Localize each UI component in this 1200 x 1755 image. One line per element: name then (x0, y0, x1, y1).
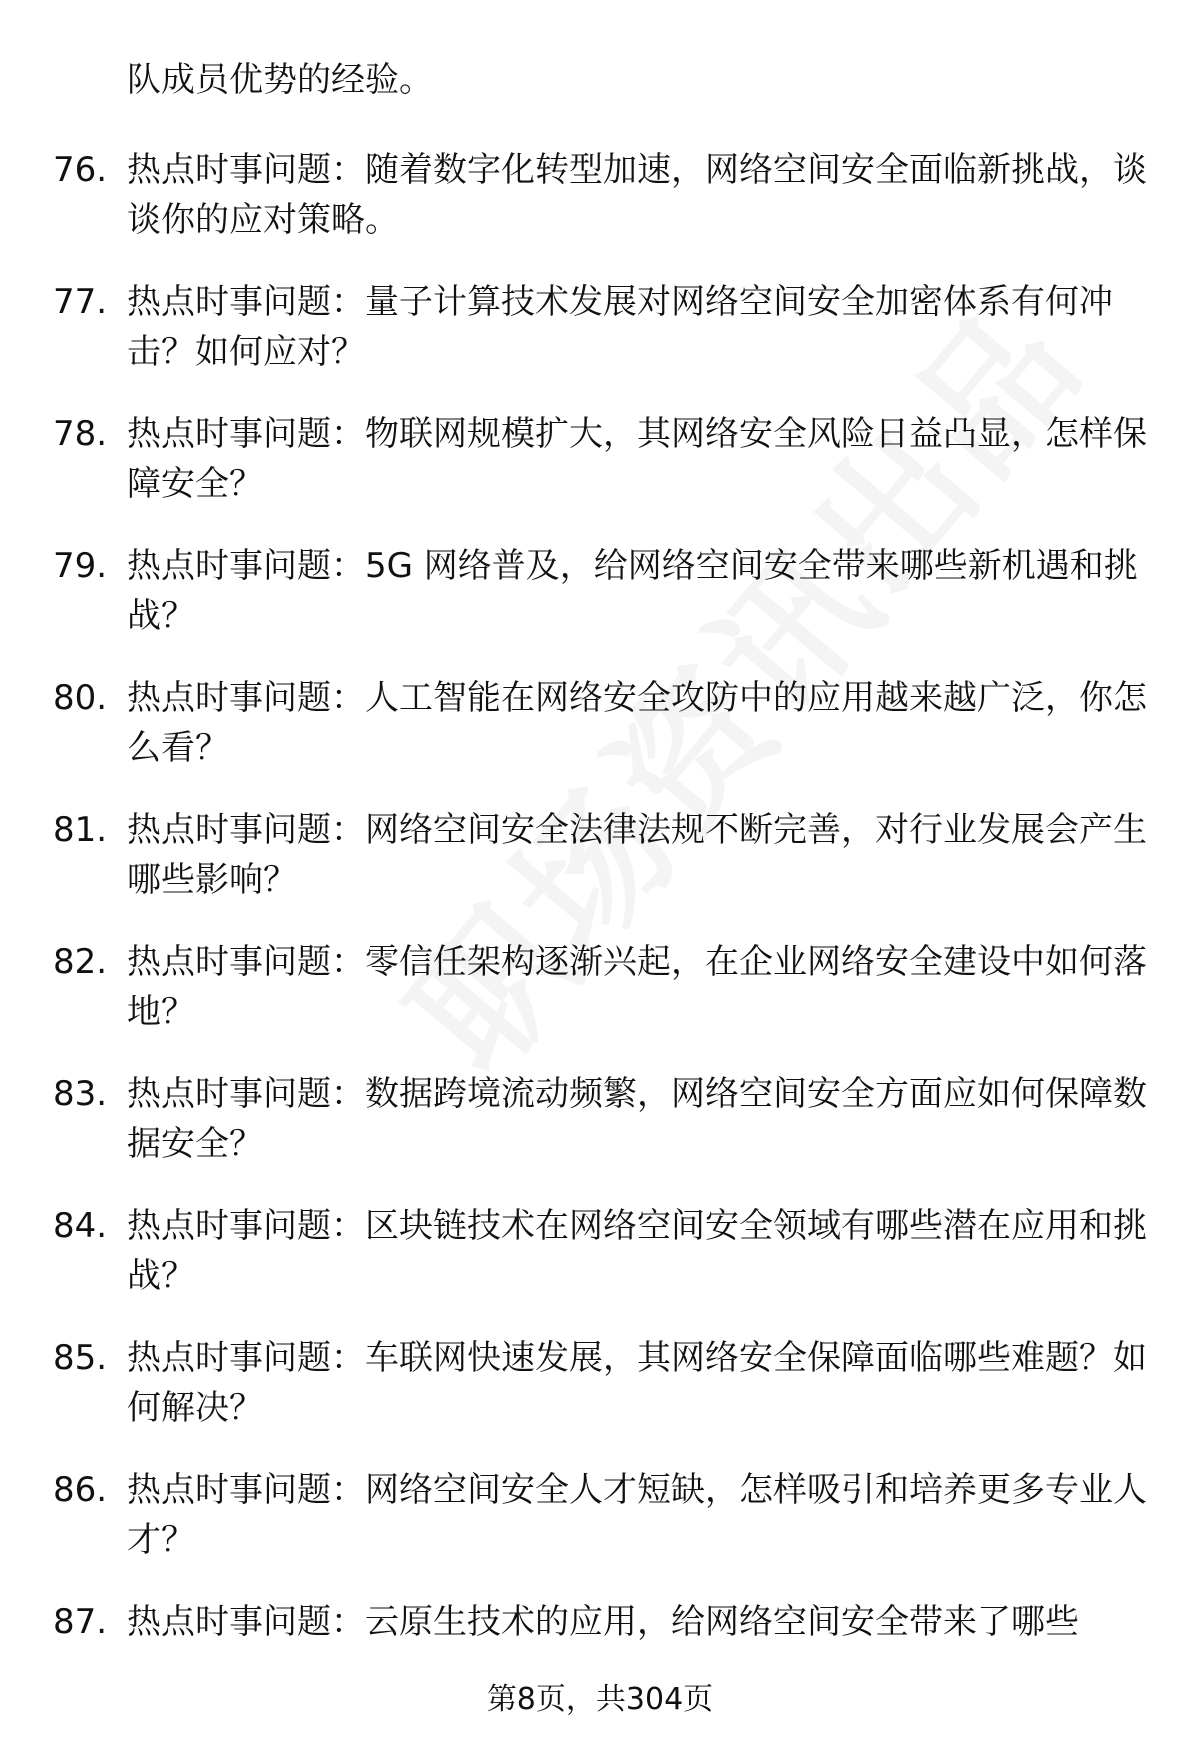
question-item (0, 1201, 1200, 1333)
question-text: 热点时事问题：随着数字化转型加速，网络空间安全面临新挑战，谈谈你的应对策略。 (127, 150, 1147, 240)
question-text: 热点时事问题：区块链技术在网络空间安全领域有哪些潜在应用和挑战？ (127, 1206, 1147, 1296)
question-item (0, 1069, 1200, 1201)
question-number: 82. (53, 942, 108, 982)
question-item (0, 1333, 1200, 1465)
question-number: 78. (53, 414, 108, 454)
question-text: 热点时事问题：5G 网络普及，给网络空间安全带来哪些新机遇和挑战？ (127, 546, 1138, 636)
question-item (0, 145, 1200, 277)
question-item (0, 1465, 1200, 1597)
question-number: 87. (53, 1602, 108, 1642)
question-number: 77. (53, 282, 108, 322)
question-text: 热点时事问题：数据跨境流动频繁，网络空间安全方面应如何保障数据安全？ (127, 1074, 1147, 1164)
continued-text: 队成员优势的经验。 (127, 60, 433, 100)
question-text: 热点时事问题：网络空间安全法律法规不断完善，对行业发展会产生哪些影响？ (127, 810, 1147, 900)
page-footer: 第8页，共304页 (486, 1682, 714, 1717)
question-number: 76. (53, 150, 108, 190)
question-text: 热点时事问题：车联网快速发展，其网络安全保障面临哪些难题？如何解决？ (127, 1338, 1147, 1428)
question-number: 79. (53, 546, 108, 586)
question-number: 81. (53, 810, 108, 850)
question-number: 86. (53, 1470, 108, 1510)
question-number: 83. (53, 1074, 108, 1114)
question-list (0, 145, 1200, 1729)
question-text: 热点时事问题：量子计算技术发展对网络空间安全加密体系有何冲击？如何应对？ (127, 282, 1113, 372)
question-text: 热点时事问题：零信任架构逐渐兴起，在企业网络安全建设中如何落地？ (127, 942, 1147, 1032)
question-item (0, 409, 1200, 541)
question-number: 85. (53, 1338, 108, 1378)
question-item (0, 805, 1200, 937)
question-number: 84. (53, 1206, 108, 1246)
question-item (0, 673, 1200, 805)
question-text: 热点时事问题：人工智能在网络安全攻防中的应用越来越广泛，你怎么看？ (127, 678, 1147, 768)
question-item (0, 937, 1200, 1069)
question-item (0, 541, 1200, 673)
question-number: 80. (53, 678, 108, 718)
question-item (0, 277, 1200, 409)
question-text: 热点时事问题：云原生技术的应用，给网络空间安全带来了哪些 (127, 1602, 1079, 1642)
question-text: 热点时事问题：网络空间安全人才短缺，怎样吸引和培养更多专业人才？ (127, 1470, 1147, 1560)
question-text: 热点时事问题：物联网规模扩大，其网络安全风险日益凸显，怎样保障安全？ (127, 414, 1147, 504)
